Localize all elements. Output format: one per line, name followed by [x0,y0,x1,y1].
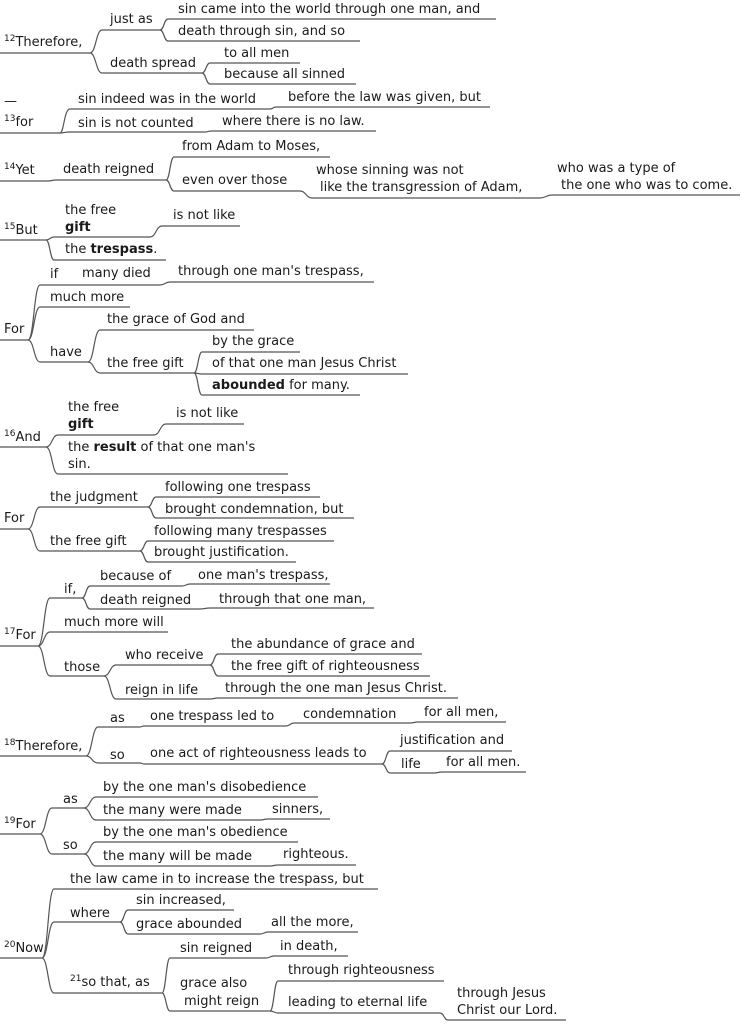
phrase: through that one man, [219,592,367,607]
phrase: whose sinning was not [316,163,464,178]
phrase: through Jesus [457,986,546,1001]
verse-12-label: $^{12}$Therefore, [4,34,83,50]
phrase: For [4,322,25,337]
phrase: just as [110,12,153,27]
verse-number: 17 [4,627,16,637]
verse-20-label: $^{20}$Now [4,940,44,956]
phrase: by the grace [212,334,295,349]
phrase: one act of righteousness leads to [150,746,367,761]
phrase: one trespass led to [150,709,275,724]
phrase: the judgment [50,490,138,505]
verse-number: 13 [4,114,16,124]
phrase: sin came into the world through one man, and [178,2,481,17]
phrase: death reigned [100,593,192,608]
phrase: the trespass. [65,242,158,257]
verse-18-label: $^{18}$Therefore, [4,738,83,754]
phrase: of that one man Jesus Christ [212,356,397,371]
phrase: grace abounded [136,917,242,932]
verse-number: 16 [4,429,16,439]
verse-number: 15 [4,222,16,232]
phrase: by the one man's disobedience [103,780,307,795]
phrase: leading to eternal life [288,995,428,1010]
phrase: much more will [64,615,164,630]
phrase: the free gift [50,534,127,549]
phrase: for all men. [446,755,521,770]
phrase: following one trespass [165,480,311,495]
phrase: reign in life [125,683,199,698]
phrase: the result of that one man's [68,440,256,455]
phrase: even over those [182,173,288,188]
phrase: death reigned [63,162,155,177]
phrase: For [4,511,25,526]
phrase: to all men [224,46,290,61]
phrase: brought condemnation, but [165,502,344,517]
phrase: sin reigned [180,941,253,956]
connector-line [194,373,408,374]
dash-mark: — [4,94,17,109]
phrase: because of [100,569,172,584]
phrase: sin indeed was in the world [78,92,256,107]
phrase: because all sinned [224,67,345,82]
phrase: where there is no law. [222,114,365,129]
phrase: where [70,906,110,921]
phrase: so [63,838,78,853]
phrase: is not like [173,208,236,223]
phrase: if [50,267,59,282]
phrase: before the law was given, but [288,90,481,105]
phrase: death spread [110,56,196,71]
phrase: if, [64,582,77,597]
phrase: one man's trespass, [198,568,329,583]
phrase: so [110,748,125,763]
phrase: abounded for many. [212,378,350,393]
phrase: grace also [180,976,248,991]
phrase: as [63,792,78,807]
verse-15-label: $^{15}$But [4,222,38,238]
connector-line [60,131,376,133]
phrase: the many were made [103,803,242,818]
phrase: justification and [400,733,505,748]
phrase: is not like [176,406,239,421]
phrase: by the one man's obedience [103,825,288,840]
verse-17-label: $^{17}$For [4,627,36,643]
phrase: through the one man Jesus Christ. [225,681,448,696]
verse-number: 19 [4,816,16,826]
phrase: sin. [68,457,91,472]
phrase: righteous. [283,847,349,862]
phrase: the grace of God and [107,312,245,327]
phrase: through righteousness [288,963,435,978]
phrase: who receive [125,648,204,663]
phrase: the abundance of grace and [231,637,415,652]
phrase: life [401,757,421,772]
verse-number: 20 [4,940,16,950]
phrase: the many will be made [103,849,253,864]
connector-line [38,632,168,646]
phrase: through one man's trespass, [178,264,364,279]
phrase: in death, [280,939,338,954]
verse-number: 12 [4,34,16,44]
verse-19-label: $^{19}$For [4,816,36,832]
phrase: many died [82,266,151,281]
phrase: the one who was to come. [561,178,733,193]
phrase: as [110,711,125,726]
phrase: the free [68,400,120,415]
verse-16-label: $^{16}$And [4,429,41,445]
phrase: gift [65,220,91,235]
phrase: the free gift [107,356,184,371]
verse-number: 18 [4,738,16,748]
phrase: for all men, [424,705,499,720]
verse-21-label: $^{21}$so that, as [70,974,150,990]
phrase: sin is not counted [78,116,194,131]
verse-number: 21 [70,974,82,984]
phrase: brought justification. [154,545,289,560]
phrase: who was a type of [557,161,676,176]
phrase: the law came in to increase the trespass, but [70,872,364,887]
phrase: all the more, [271,915,354,930]
phrase: sinners, [272,802,324,817]
phrase: Christ our Lord. [457,1003,558,1018]
phrase: death through sin, and so [178,24,346,39]
phrase: following many trespasses [154,524,327,539]
phrase: the free gift of righteousness [231,659,420,674]
phrase: might reign [184,994,260,1009]
phrase: much more [50,290,125,305]
phrase: like the transgression of Adam, [320,180,523,195]
phrase: sin increased, [136,893,226,908]
verse-number: 14 [4,162,16,172]
phrase: gift [68,417,94,432]
phrase: the free [65,203,117,218]
phrase: have [50,345,82,360]
phrase: condemnation [303,707,397,722]
verse-13-label: $^{13}$for [4,114,34,130]
phrase: those [64,660,101,675]
verse-14-label: $^{14}$Yet [4,162,35,178]
phrase: from Adam to Moses, [182,139,321,154]
